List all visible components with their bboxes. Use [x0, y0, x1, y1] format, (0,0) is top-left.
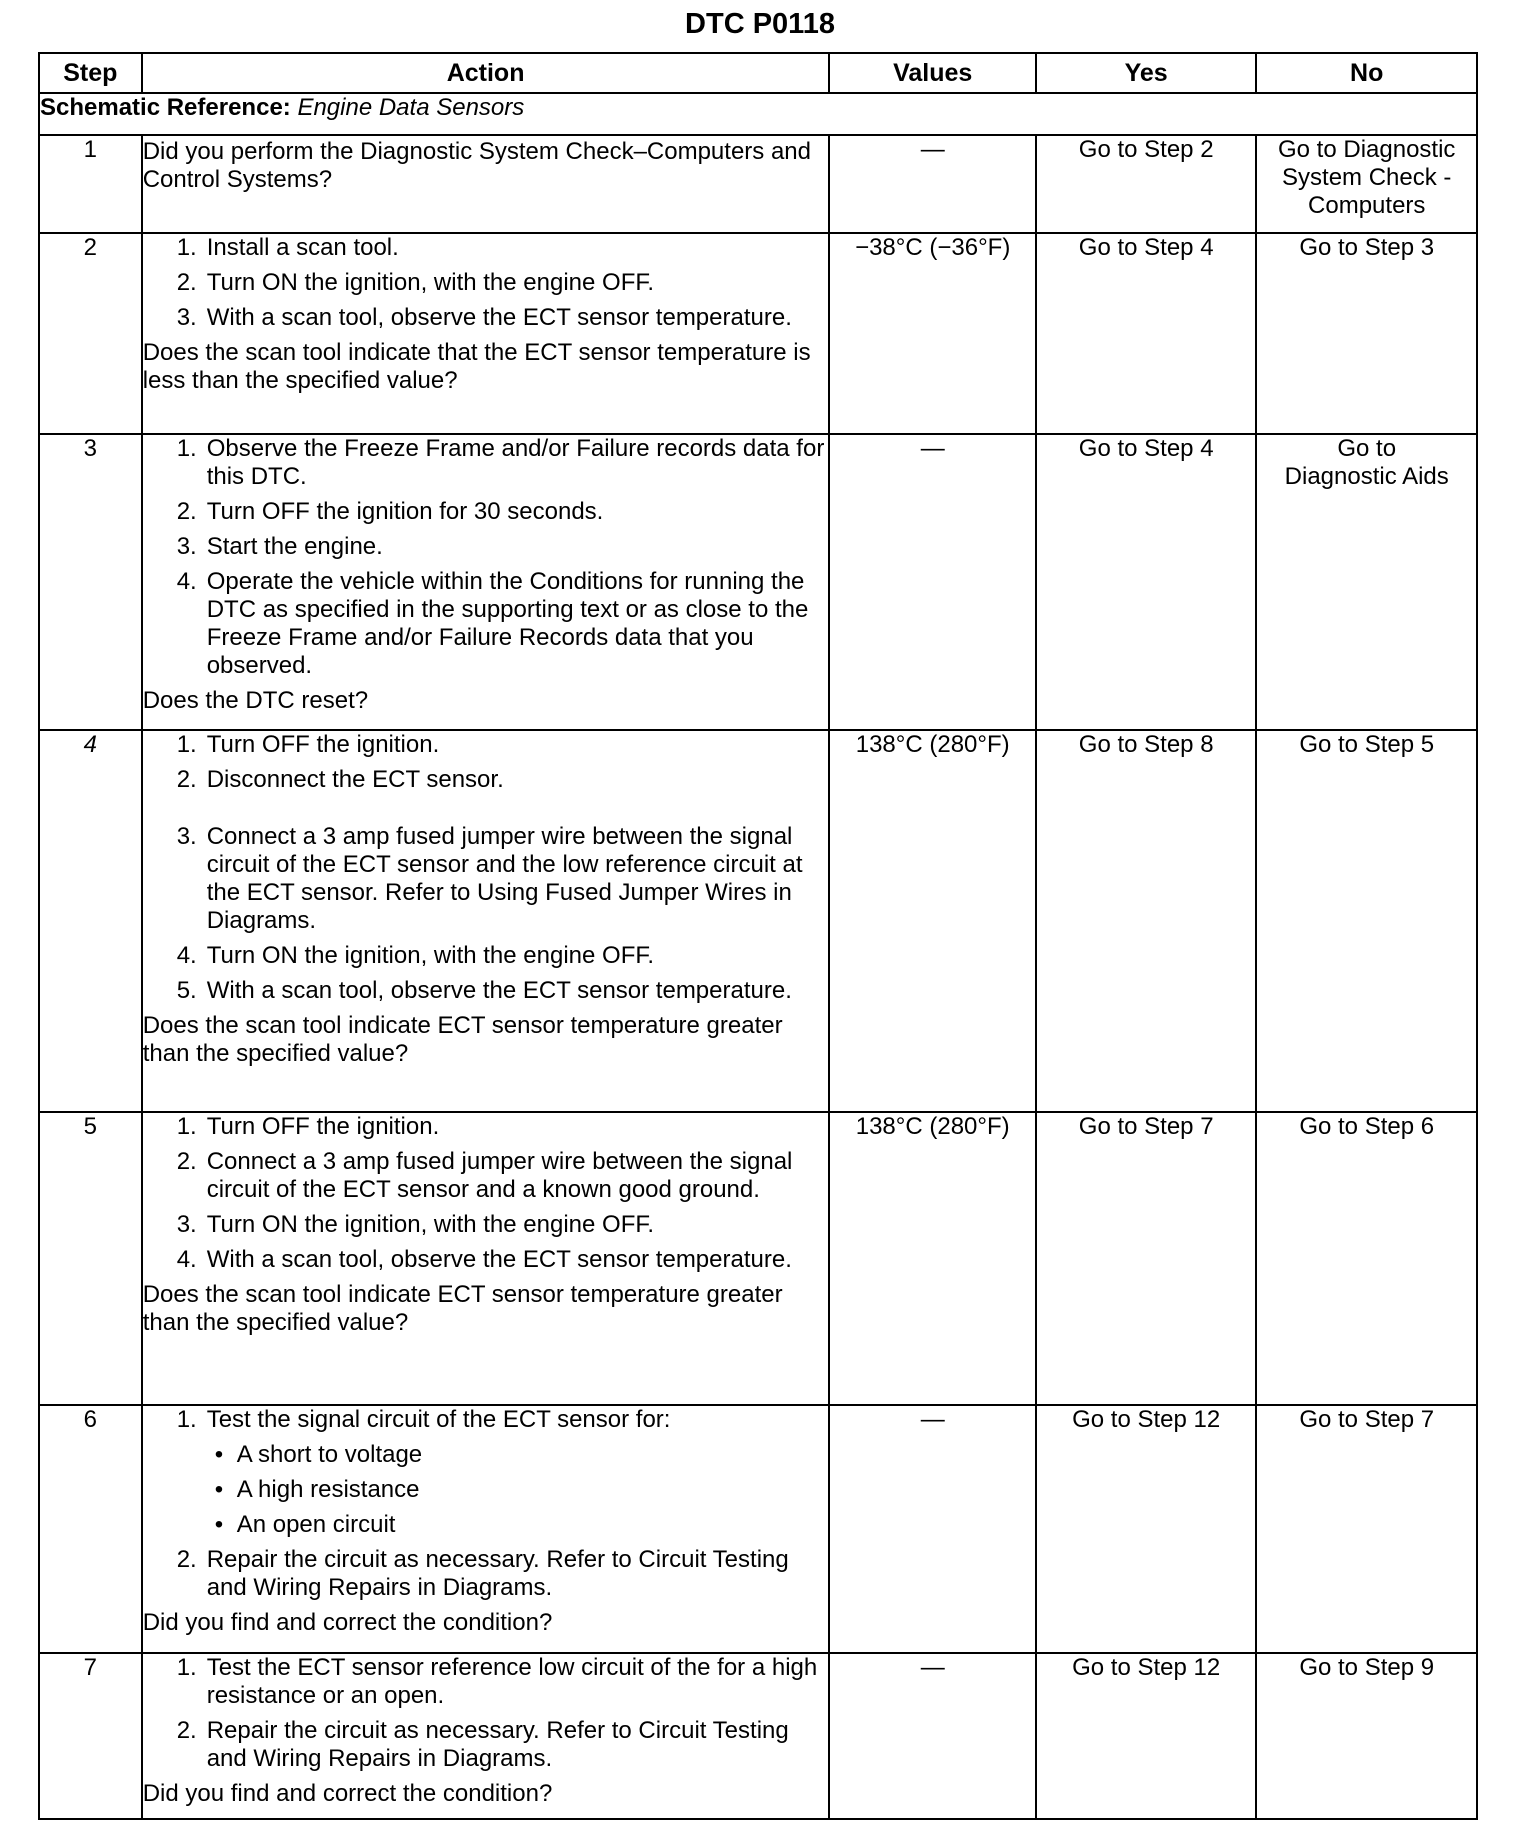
step-number: 2: [39, 233, 142, 434]
no-cell: Go to Step 9: [1256, 1653, 1477, 1819]
list-item: 3. Start the engine.: [176, 533, 383, 560]
schematic-label: Schematic Reference:: [40, 94, 291, 121]
table-row: [39, 730, 1477, 1112]
schematic-reference: [39, 93, 1477, 135]
list-item: 4. With a scan tool, observe the ECT sensor temperature.: [176, 1246, 792, 1273]
question-text: Does the scan tool indicate that the ECT sensor temperature is less than the specified value?: [142, 339, 811, 394]
step-number: 7: [39, 1653, 142, 1819]
list-item: 2. Connect a 3 amp fused jumper wire between the signal circuit of the ECT sensor and a known good ground.: [176, 1148, 793, 1203]
step-number: 6: [39, 1405, 142, 1653]
bullet-item: • An open circuit: [214, 1511, 396, 1538]
question-text: Did you find and correct the condition?: [142, 1609, 553, 1636]
list-item: 1. Turn OFF the ignition.: [176, 731, 440, 758]
list-item: 2. Repair the circuit as necessary. Refer to Circuit Testing and Wiring Repairs in Diagrams.: [176, 1546, 789, 1601]
list-item: 1. Install a scan tool.: [176, 234, 399, 261]
yes-cell: Go to Step 4: [1036, 434, 1257, 730]
no-cell: Go to Step 7: [1256, 1405, 1477, 1653]
values-cell: 138°C (280°F): [829, 730, 1035, 1112]
no-cell: [1256, 135, 1477, 233]
bullet-item: • A short to voltage: [214, 1441, 423, 1468]
yes-cell: Go to Step 12: [1036, 1405, 1257, 1653]
yes-cell: Go to Step 8: [1036, 730, 1257, 1112]
yes-cell: Go to Step 4: [1036, 233, 1257, 434]
action-cell: [142, 1653, 830, 1819]
values-cell: —: [829, 434, 1035, 730]
action-cell: [142, 1405, 830, 1653]
yes-cell: Go to Step 2: [1036, 135, 1257, 233]
question-text: Did you perform the Diagnostic System Check–Computers and Control Systems?: [142, 138, 811, 193]
table-row: [39, 233, 1477, 434]
table-row: [39, 1405, 1477, 1653]
list-item: 2. Disconnect the ECT sensor.: [176, 766, 504, 793]
list-item: 4. Operate the vehicle within the Conditions for running the DTC as specified in the supporting text or as close to the Freeze Frame and/or Failure Records data that you observed.: [176, 568, 809, 679]
list-item: 3. Turn ON the ignition, with the engine OFF.: [176, 1211, 655, 1238]
step-number: 1: [39, 135, 142, 233]
list-item: 3. With a scan tool, observe the ECT sensor temperature.: [176, 304, 792, 331]
no-line: Go to Diagnostic: [1278, 136, 1456, 163]
list-item: 5. With a scan tool, observe the ECT sensor temperature.: [176, 977, 792, 1004]
action-cell: [142, 135, 830, 233]
no-line: Diagnostic Aids: [1284, 463, 1449, 490]
diagnostic-table: [38, 52, 1478, 1820]
values-cell: —: [829, 1653, 1035, 1819]
list-item: 2. Turn ON the ignition, with the engine OFF.: [176, 269, 655, 296]
table-row: [39, 135, 1477, 233]
bullet-item: • A high resistance: [214, 1476, 420, 1503]
page-title: DTC P0118: [685, 8, 835, 40]
action-cell: [142, 233, 830, 434]
question-text: Does the scan tool indicate ECT sensor temperature greater than the specified value?: [142, 1281, 783, 1336]
no-line: Go to: [1337, 435, 1397, 462]
no-cell: Go to Step 6: [1256, 1112, 1477, 1405]
table-row: [39, 1653, 1477, 1819]
no-cell: Go to Step 5: [1256, 730, 1477, 1112]
no-cell: Go to Step 3: [1256, 233, 1477, 434]
header-yes: Yes: [1036, 53, 1257, 93]
header-row: [39, 53, 1477, 93]
schematic-value: Engine Data Sensors: [297, 94, 525, 121]
no-cell: [1256, 434, 1477, 730]
list-item: 1. Observe the Freeze Frame and/or Failure records data for this DTC.: [176, 435, 825, 490]
list-item: 1. Test the signal circuit of the ECT sensor for:: [176, 1406, 671, 1433]
no-line: Computers: [1308, 192, 1426, 219]
action-cell: [142, 1112, 830, 1405]
question-text: Did you find and correct the condition?: [142, 1780, 553, 1807]
list-item: 1. Test the ECT sensor reference low circuit of the for a high resistance or an open.: [176, 1654, 818, 1709]
header-values: Values: [829, 53, 1035, 93]
header-step: Step: [39, 53, 142, 93]
list-item: 2. Turn OFF the ignition for 30 seconds.: [176, 498, 604, 525]
values-cell: —: [829, 1405, 1035, 1653]
values-cell: −38°C (−36°F): [829, 233, 1035, 434]
schematic-row: [39, 93, 1477, 135]
step-number: 3: [39, 434, 142, 730]
action-cell: [142, 730, 830, 1112]
step-number: 5: [39, 1112, 142, 1405]
action-cell: [142, 434, 830, 730]
table-row: [39, 434, 1477, 730]
values-cell: —: [829, 135, 1035, 233]
table-row: [39, 1112, 1477, 1405]
yes-cell: Go to Step 12: [1036, 1653, 1257, 1819]
list-item: 1. Turn OFF the ignition.: [176, 1113, 440, 1140]
list-item: 4. Turn ON the ignition, with the engine OFF.: [176, 942, 655, 969]
list-item: 2. Repair the circuit as necessary. Refer to Circuit Testing and Wiring Repairs in Diagrams.: [176, 1717, 789, 1772]
question-text: Does the DTC reset?: [142, 687, 369, 714]
values-cell: 138°C (280°F): [829, 1112, 1035, 1405]
header-no: No: [1256, 53, 1477, 93]
header-action: Action: [142, 53, 830, 93]
no-line: System Check -: [1282, 164, 1452, 191]
yes-cell: Go to Step 7: [1036, 1112, 1257, 1405]
question-text: Does the scan tool indicate ECT sensor temperature greater than the specified value?: [142, 1012, 783, 1067]
step-number: 4: [39, 730, 142, 1112]
list-item: 3. Connect a 3 amp fused jumper wire between the signal circuit of the ECT sensor and the low reference circuit at the ECT sensor. Refer to Using Fused Jumper Wires in Diagrams.: [176, 823, 803, 934]
